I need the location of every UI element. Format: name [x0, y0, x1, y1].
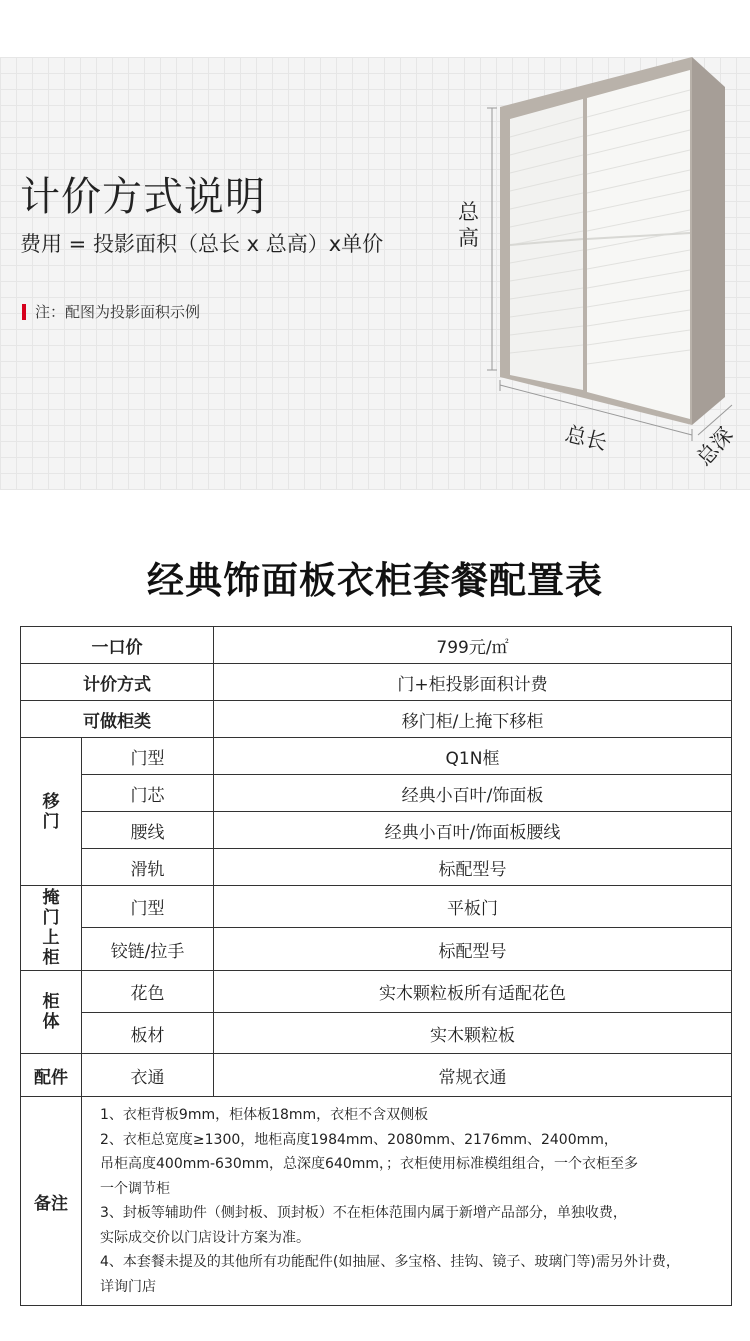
remarks-line: 一个调节柜: [100, 1180, 170, 1197]
waistline-value: 经典小百叶/饰面板腰线: [214, 812, 732, 849]
note-marker-icon: [22, 304, 26, 320]
remarks-line: 1、衣柜背板9mm，柜体板18mm，衣柜不含双侧板: [100, 1107, 429, 1123]
track-label: 滑轨: [82, 849, 214, 886]
table-row: [21, 1013, 732, 1054]
table-row: [21, 849, 732, 886]
waistline-label: 腰线: [82, 812, 214, 849]
table-row: [21, 812, 732, 849]
height-dimension-label: [458, 200, 486, 250]
cabinet-body-group-label: [21, 971, 82, 1054]
hinged-door-type-value: 平板门: [214, 886, 732, 928]
cabinet-types-label: 可做柜类: [21, 701, 214, 738]
door-core-label: 门芯: [82, 775, 214, 812]
configuration-table: [20, 626, 732, 1306]
track-value: 标配型号: [214, 849, 732, 886]
price-label: 一口价: [21, 627, 214, 664]
height-dimension-char-1: 总: [458, 200, 479, 224]
pricing-method-label: 计价方式: [21, 664, 214, 701]
pricing-title: 计价方式说明: [20, 174, 266, 220]
remarks-line: 详询门店: [100, 1278, 156, 1295]
hinge-handle-value: 标配型号: [214, 928, 732, 971]
depth-dimension-label: 总深: [691, 423, 738, 471]
accessories-group-label: 配件: [21, 1054, 82, 1097]
cabinet-types-value: 移门柜/上掩下移柜: [214, 701, 732, 738]
table-row: [21, 1097, 732, 1306]
pricing-note: [22, 301, 200, 322]
table-row: [21, 886, 732, 928]
remarks-line: 4、本套餐未提及的其他所有功能配件(如抽屉、多宝格、挂钩、镜子、玻璃门等)需另外计费，: [100, 1254, 680, 1270]
remarks-line: 吊柜高度400mm-630mm，总深度640mm，；衣柜使用标准模组组合，一个衣柜至多: [100, 1156, 639, 1172]
pricing-formula: 费用 = 投影面积（总长 x 总高）x单价: [20, 232, 384, 256]
sliding-door-type-value: Q1N框: [214, 738, 732, 775]
rod-label: 衣通: [82, 1054, 214, 1097]
cabinet-body-group-text: 柜体: [42, 992, 60, 1032]
table-row: [21, 775, 732, 812]
hinged-upper-group-text: 掩门上柜: [42, 888, 60, 968]
price-value: 799元/㎡: [214, 627, 732, 664]
hinged-door-type-label: 门型: [82, 886, 214, 928]
door-core-value: 经典小百叶/饰面板: [214, 775, 732, 812]
table-row: [21, 664, 732, 701]
table-row: [21, 1054, 732, 1097]
hinge-handle-label: 铰链/拉手: [82, 928, 214, 971]
rod-value: 常规衣通: [214, 1054, 732, 1097]
remarks-label: 备注: [21, 1097, 82, 1306]
sliding-door-group-label: [21, 738, 82, 886]
pricing-note-text: 注：配图为投影面积示例: [35, 303, 201, 321]
remarks-line: 3、封板等辅助件（侧封板、顶封板）不在柜体范围内属于新增产品部分，单独收费，: [100, 1205, 627, 1221]
sliding-door-group-text: 移门: [42, 791, 60, 832]
table-row: [21, 738, 732, 775]
hinged-upper-group-label: [21, 886, 82, 971]
table-row: [21, 971, 732, 1013]
wardrobe-illustration: [440, 57, 750, 490]
remarks-line: 2、衣柜总宽度≥1300，地柜高度1984mm、2080mm、2176mm、2400mm，: [100, 1131, 618, 1148]
pricing-method-value: 门+柜投影面积计费: [214, 664, 732, 701]
table-row: [21, 701, 732, 738]
length-dimension-label: 总长: [562, 421, 610, 456]
color-value: 实木颗粒板所有适配花色: [214, 971, 732, 1013]
height-dimension-char-2: 高: [458, 226, 479, 250]
table-row: [21, 928, 732, 971]
remarks-line: 实际成交价以门店设计方案为准。: [100, 1229, 310, 1246]
table-title: 经典饰面板衣柜套餐配置表: [147, 559, 603, 602]
pricing-explanation-panel: [0, 57, 750, 490]
color-label: 花色: [82, 971, 214, 1013]
board-label: 板材: [82, 1013, 214, 1054]
sliding-door-type-label: 门型: [82, 738, 214, 775]
board-value: 实木颗粒板: [214, 1013, 732, 1054]
remarks-content: [82, 1097, 732, 1306]
table-row: [21, 627, 732, 664]
